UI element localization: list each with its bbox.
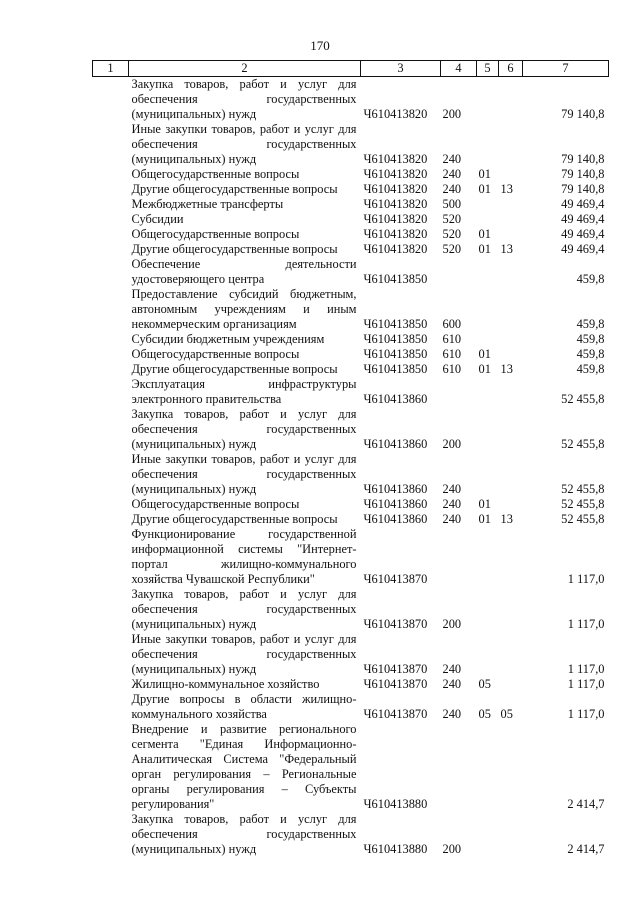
cell-empty: [93, 182, 129, 197]
table-row: [93, 362, 609, 377]
cell-empty: [93, 362, 129, 377]
cell-name: Другие общегосударственные вопросы: [131, 182, 338, 196]
cell-code: Ч610413880: [363, 842, 428, 856]
table-row: [93, 377, 609, 407]
cell-empty: [93, 512, 129, 527]
table-row: [93, 677, 609, 692]
cell-name: Жилищно-коммунальное хозяйство: [131, 677, 320, 691]
cell-code: Ч610413860: [363, 512, 428, 526]
cell-code: Ч610413820: [363, 182, 428, 196]
cell-vr: 200: [442, 617, 462, 631]
table-row: [93, 587, 609, 632]
cell-vr: 200: [442, 842, 462, 856]
cell-rz: [477, 377, 499, 407]
cell-empty: [93, 197, 129, 212]
cell-name: Общегосударственные вопросы: [131, 497, 300, 511]
cell-amount: 1 117,0: [567, 662, 605, 676]
cell-empty: [93, 632, 129, 677]
cell-vr: 240: [442, 512, 462, 526]
cell-empty: [93, 212, 129, 227]
cell-amount: 79 140,8: [561, 152, 605, 166]
cell-code: Ч610413850: [363, 332, 428, 346]
cell-empty: [93, 77, 129, 123]
cell-rz: [477, 527, 499, 587]
table-header: [93, 61, 609, 77]
table-row: [93, 692, 609, 722]
cell-vr: 610: [442, 332, 462, 346]
cell-empty: [93, 347, 129, 362]
cell-name: Закупка товаров, работ и услуг для обеспечения государственных (муниципальных) нужд: [131, 77, 357, 121]
cell-empty: [93, 692, 129, 722]
cell-rz: [477, 77, 499, 123]
cell-empty: [93, 497, 129, 512]
cell-name: Внедрение и развитие регионального сегмента "Единая Информационно-Аналитическая Система "Федеральный орган регулирования – Региональные органы регулирования – Субъекты регулирования": [131, 722, 357, 811]
table-row: [93, 632, 609, 677]
cell-code: Ч610413820: [363, 152, 428, 166]
cell-pr: 13: [500, 362, 513, 376]
header-row: [93, 61, 609, 77]
cell-pr: [499, 122, 523, 167]
cell-pr: [499, 377, 523, 407]
cell-empty: [93, 677, 129, 692]
cell-empty: [93, 377, 129, 407]
table-row: [93, 77, 609, 123]
cell-vr: 240: [442, 152, 462, 166]
table-row: [93, 347, 609, 362]
header-col-2: 2: [129, 61, 361, 77]
cell-vr: [441, 722, 477, 812]
cell-pr: [499, 77, 523, 123]
cell-amount: 49 469,4: [561, 227, 605, 241]
cell-pr: [499, 212, 523, 227]
cell-pr: 13: [500, 512, 513, 526]
cell-amount: 459,8: [576, 362, 605, 376]
cell-rz: [477, 332, 499, 347]
cell-rz: [477, 812, 499, 857]
cell-vr: 240: [442, 482, 462, 496]
cell-pr: [499, 587, 523, 632]
cell-vr: 520: [442, 212, 462, 226]
cell-code: Ч610413870: [363, 707, 428, 721]
cell-empty: [93, 257, 129, 287]
cell-name: Иные закупки товаров, работ и услуг для обеспечения государственных (муниципальных) нужд: [131, 452, 357, 496]
cell-empty: [93, 242, 129, 257]
cell-code: Ч610413870: [363, 572, 428, 586]
cell-vr: 500: [442, 197, 462, 211]
cell-rz: [477, 587, 499, 632]
cell-pr: [499, 527, 523, 587]
cell-rz: [477, 122, 499, 167]
cell-rz: 05: [478, 677, 491, 691]
header-col-4: 4: [441, 61, 477, 77]
table-row: [93, 332, 609, 347]
budget-table: [92, 60, 609, 857]
cell-amount: 49 469,4: [561, 197, 605, 211]
cell-name: Предоставление субсидий бюджетным, автономным учреждениям и иным некоммерческим организациям: [131, 287, 357, 331]
cell-amount: 459,8: [576, 347, 605, 361]
cell-code: Ч610413820: [363, 107, 428, 121]
header-col-5: 5: [477, 61, 499, 77]
cell-empty: [93, 407, 129, 452]
cell-pr: 05: [500, 707, 513, 721]
cell-amount: 49 469,4: [561, 242, 605, 256]
cell-amount: 49 469,4: [561, 212, 605, 226]
table-row: [93, 197, 609, 212]
cell-rz: [477, 212, 499, 227]
cell-amount: 1 117,0: [567, 677, 605, 691]
cell-rz: [477, 257, 499, 287]
cell-code: Ч610413820: [363, 212, 428, 226]
cell-code: Ч610413850: [363, 317, 428, 331]
table-row: [93, 242, 609, 257]
cell-empty: [93, 227, 129, 242]
cell-rz: [477, 452, 499, 497]
cell-vr: 520: [442, 242, 462, 256]
cell-vr: 240: [442, 707, 462, 721]
cell-vr: 200: [442, 437, 462, 451]
cell-empty: [93, 167, 129, 182]
cell-pr: [499, 812, 523, 857]
cell-rz: 01: [478, 242, 491, 256]
cell-rz: [477, 722, 499, 812]
cell-code: Ч610413850: [363, 362, 428, 376]
cell-amount: 52 455,8: [561, 512, 605, 526]
header-col-6: 6: [499, 61, 523, 77]
cell-code: Ч610413870: [363, 662, 428, 676]
cell-name: Закупка товаров, работ и услуг для обеспечения государственных (муниципальных) нужд: [131, 407, 357, 451]
cell-pr: [499, 167, 523, 182]
cell-empty: [93, 722, 129, 812]
cell-code: Ч610413820: [363, 242, 428, 256]
table-row: [93, 497, 609, 512]
cell-name: Другие вопросы в области жилищно-коммунального хозяйства: [131, 692, 357, 721]
cell-name: Иные закупки товаров, работ и услуг для обеспечения государственных (муниципальных) нужд: [131, 122, 357, 166]
cell-vr: [441, 257, 477, 287]
cell-name: Общегосударственные вопросы: [131, 227, 300, 241]
cell-rz: [477, 287, 499, 332]
cell-amount: 52 455,8: [561, 497, 605, 511]
cell-code: Ч610413860: [363, 482, 428, 496]
cell-code: Ч610413820: [363, 167, 428, 181]
cell-amount: 1 117,0: [567, 572, 605, 586]
cell-name: Общегосударственные вопросы: [131, 347, 300, 361]
table-row: [93, 257, 609, 287]
cell-amount: 79 140,8: [561, 167, 605, 181]
cell-empty: [93, 122, 129, 167]
cell-pr: [499, 497, 523, 512]
cell-code: Ч610413870: [363, 617, 428, 631]
header-col-7: 7: [523, 61, 609, 77]
cell-vr: 240: [442, 182, 462, 196]
table-row: [93, 407, 609, 452]
cell-vr: 240: [442, 497, 462, 511]
cell-empty: [93, 527, 129, 587]
cell-empty: [93, 587, 129, 632]
header-col-3: 3: [361, 61, 441, 77]
cell-name: Иные закупки товаров, работ и услуг для обеспечения государственных (муниципальных) нужд: [131, 632, 357, 676]
cell-pr: [499, 197, 523, 212]
cell-code: Ч610413820: [363, 227, 428, 241]
cell-rz: 01: [478, 167, 491, 181]
cell-pr: 13: [500, 182, 513, 196]
cell-amount: 52 455,8: [561, 482, 605, 496]
table-row: [93, 122, 609, 167]
cell-pr: 13: [500, 242, 513, 256]
cell-code: Ч610413870: [363, 677, 428, 691]
cell-rz: 01: [478, 347, 491, 361]
cell-pr: [499, 452, 523, 497]
table-row: [93, 182, 609, 197]
cell-vr: [441, 527, 477, 587]
cell-pr: [499, 227, 523, 242]
cell-code: Ч610413880: [363, 797, 428, 811]
cell-amount: 79 140,8: [561, 107, 605, 121]
cell-vr: 520: [442, 227, 462, 241]
cell-rz: 01: [478, 497, 491, 511]
cell-rz: 01: [478, 182, 491, 196]
cell-code: Ч610413820: [363, 197, 428, 211]
cell-pr: [499, 347, 523, 362]
table-row: [93, 212, 609, 227]
cell-rz: [477, 632, 499, 677]
cell-rz: 05: [478, 707, 491, 721]
cell-empty: [93, 287, 129, 332]
cell-vr: 600: [442, 317, 462, 331]
cell-name: Функционирование государственной информационной системы "Интернет-портал жилищно-коммунального хозяйства Чувашской Республики": [131, 527, 357, 586]
cell-amount: 459,8: [576, 272, 605, 286]
cell-vr: 240: [442, 167, 462, 181]
cell-name: Эксплуатация инфраструктуры электронного правительства: [131, 377, 357, 406]
cell-empty: [93, 332, 129, 347]
table-row: [93, 287, 609, 332]
cell-name: Обеспечение деятельности удостоверяющего центра: [131, 257, 357, 286]
cell-code: Ч610413860: [363, 437, 428, 451]
cell-code: Ч610413850: [363, 272, 428, 286]
cell-name: Другие общегосударственные вопросы: [131, 512, 338, 526]
cell-rz: [477, 407, 499, 452]
cell-amount: 79 140,8: [561, 182, 605, 196]
cell-rz: [477, 197, 499, 212]
cell-amount: 459,8: [576, 317, 605, 331]
cell-pr: [499, 632, 523, 677]
cell-pr: [499, 407, 523, 452]
cell-pr: [499, 332, 523, 347]
table-row: [93, 512, 609, 527]
cell-vr: 200: [442, 107, 462, 121]
cell-code: Ч610413860: [363, 392, 428, 406]
cell-name: Закупка товаров, работ и услуг для обеспечения государственных (муниципальных) нужд: [131, 587, 357, 631]
cell-name: Закупка товаров, работ и услуг для обеспечения государственных (муниципальных) нужд: [131, 812, 357, 856]
cell-rz: 01: [478, 512, 491, 526]
cell-amount: 1 117,0: [567, 707, 605, 721]
cell-vr: 240: [442, 662, 462, 676]
cell-amount: 2 414,7: [567, 797, 605, 811]
cell-amount: 459,8: [576, 332, 605, 346]
cell-name: Субсидии: [131, 212, 184, 226]
cell-rz: 01: [478, 227, 491, 241]
cell-pr: [499, 257, 523, 287]
cell-amount: 52 455,8: [561, 437, 605, 451]
cell-pr: [499, 287, 523, 332]
cell-vr: [441, 377, 477, 407]
table-row: [93, 452, 609, 497]
cell-pr: [499, 722, 523, 812]
cell-name: Другие общегосударственные вопросы: [131, 362, 338, 376]
cell-empty: [93, 452, 129, 497]
cell-vr: 240: [442, 677, 462, 691]
cell-name: Межбюджетные трансферты: [131, 197, 284, 211]
table-body: [93, 77, 609, 858]
cell-amount: 2 414,7: [567, 842, 605, 856]
page-number: 170: [310, 38, 330, 53]
header-col-1: 1: [93, 61, 129, 77]
cell-vr: 610: [442, 347, 462, 361]
cell-rz: 01: [478, 362, 491, 376]
cell-name: Общегосударственные вопросы: [131, 167, 300, 181]
cell-vr: 610: [442, 362, 462, 376]
cell-code: Ч610413860: [363, 497, 428, 511]
table-row: [93, 167, 609, 182]
table-row: [93, 527, 609, 587]
table-row: [93, 722, 609, 812]
cell-amount: 52 455,8: [561, 392, 605, 406]
cell-name: Другие общегосударственные вопросы: [131, 242, 338, 256]
table-row: [93, 227, 609, 242]
cell-amount: 1 117,0: [567, 617, 605, 631]
cell-pr: [499, 677, 523, 692]
cell-name: Субсидии бюджетным учреждениям: [131, 332, 325, 346]
table-row: [93, 812, 609, 857]
cell-empty: [93, 812, 129, 857]
cell-code: Ч610413850: [363, 347, 428, 361]
